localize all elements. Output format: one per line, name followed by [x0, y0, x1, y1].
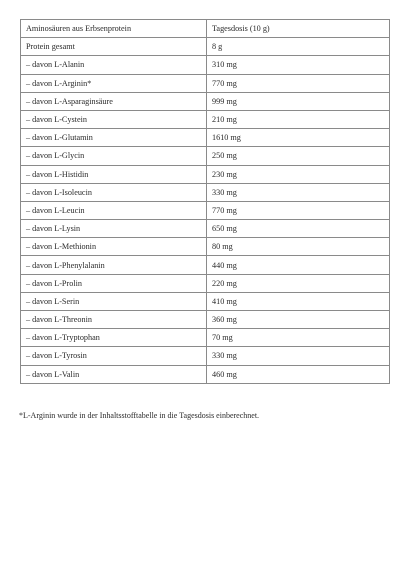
table-row [21, 329, 390, 347]
row-label: – davon L-Tyrosin [21, 347, 207, 365]
table-row [21, 274, 390, 292]
row-value: 330 mg [207, 347, 390, 365]
table-row [21, 110, 390, 128]
row-label: – davon L-Threonin [21, 311, 207, 329]
row-value: 8 g [207, 38, 390, 56]
row-value: 999 mg [207, 92, 390, 110]
table-row [21, 292, 390, 310]
row-value: 220 mg [207, 274, 390, 292]
row-label: – davon L-Glutamin [21, 129, 207, 147]
row-value: 310 mg [207, 56, 390, 74]
row-label: – davon L-Glycin [21, 147, 207, 165]
row-label: Protein gesamt [21, 38, 207, 56]
row-label: – davon L-Isoleucin [21, 183, 207, 201]
table-row [21, 183, 390, 201]
table-row [21, 220, 390, 238]
row-value: 410 mg [207, 292, 390, 310]
row-label: – davon L-Alanin [21, 56, 207, 74]
row-label: – davon L-Leucin [21, 201, 207, 219]
table-row [21, 201, 390, 219]
table-row [21, 92, 390, 110]
table-row [21, 129, 390, 147]
table-header-row [21, 20, 390, 38]
amino-acid-table [20, 19, 390, 384]
row-value: 210 mg [207, 110, 390, 128]
row-label: – davon L-Histidin [21, 165, 207, 183]
row-value: 70 mg [207, 329, 390, 347]
row-value: 460 mg [207, 365, 390, 383]
table-row [21, 365, 390, 383]
row-label: – davon L-Tryptophan [21, 329, 207, 347]
table-row [21, 147, 390, 165]
row-value: 360 mg [207, 311, 390, 329]
table-row [21, 238, 390, 256]
row-value: 440 mg [207, 256, 390, 274]
table-row [21, 165, 390, 183]
table-row [21, 56, 390, 74]
row-label: – davon L-Phenylalanin [21, 256, 207, 274]
row-label: – davon L-Serin [21, 292, 207, 310]
table-row [21, 256, 390, 274]
row-value: 230 mg [207, 165, 390, 183]
row-value: 80 mg [207, 238, 390, 256]
row-label: – davon L-Arginin* [21, 74, 207, 92]
row-value: 770 mg [207, 201, 390, 219]
footnote-arginine: *L-Arginin wurde in der Inhaltsstofftabelle in die Tagesdosis einberechnet. [19, 411, 260, 420]
row-label: – davon L-Asparaginsäure [21, 92, 207, 110]
row-value: 330 mg [207, 183, 390, 201]
row-label: – davon L-Cystein [21, 110, 207, 128]
table-row [21, 38, 390, 56]
row-value: 770 mg [207, 74, 390, 92]
table-row [21, 347, 390, 365]
table-row [21, 74, 390, 92]
row-label: – davon L-Lysin [21, 220, 207, 238]
row-label: – davon L-Methionin [21, 238, 207, 256]
row-value: 1610 mg [207, 129, 390, 147]
header-cell-amino-acids: Aminosäuren aus Erbsenprotein [21, 20, 207, 38]
row-label: – davon L-Prolin [21, 274, 207, 292]
row-value: 250 mg [207, 147, 390, 165]
row-label: – davon L-Valin [21, 365, 207, 383]
header-cell-daily-dose: Tagesdosis (10 g) [207, 20, 390, 38]
table-row [21, 311, 390, 329]
row-value: 650 mg [207, 220, 390, 238]
